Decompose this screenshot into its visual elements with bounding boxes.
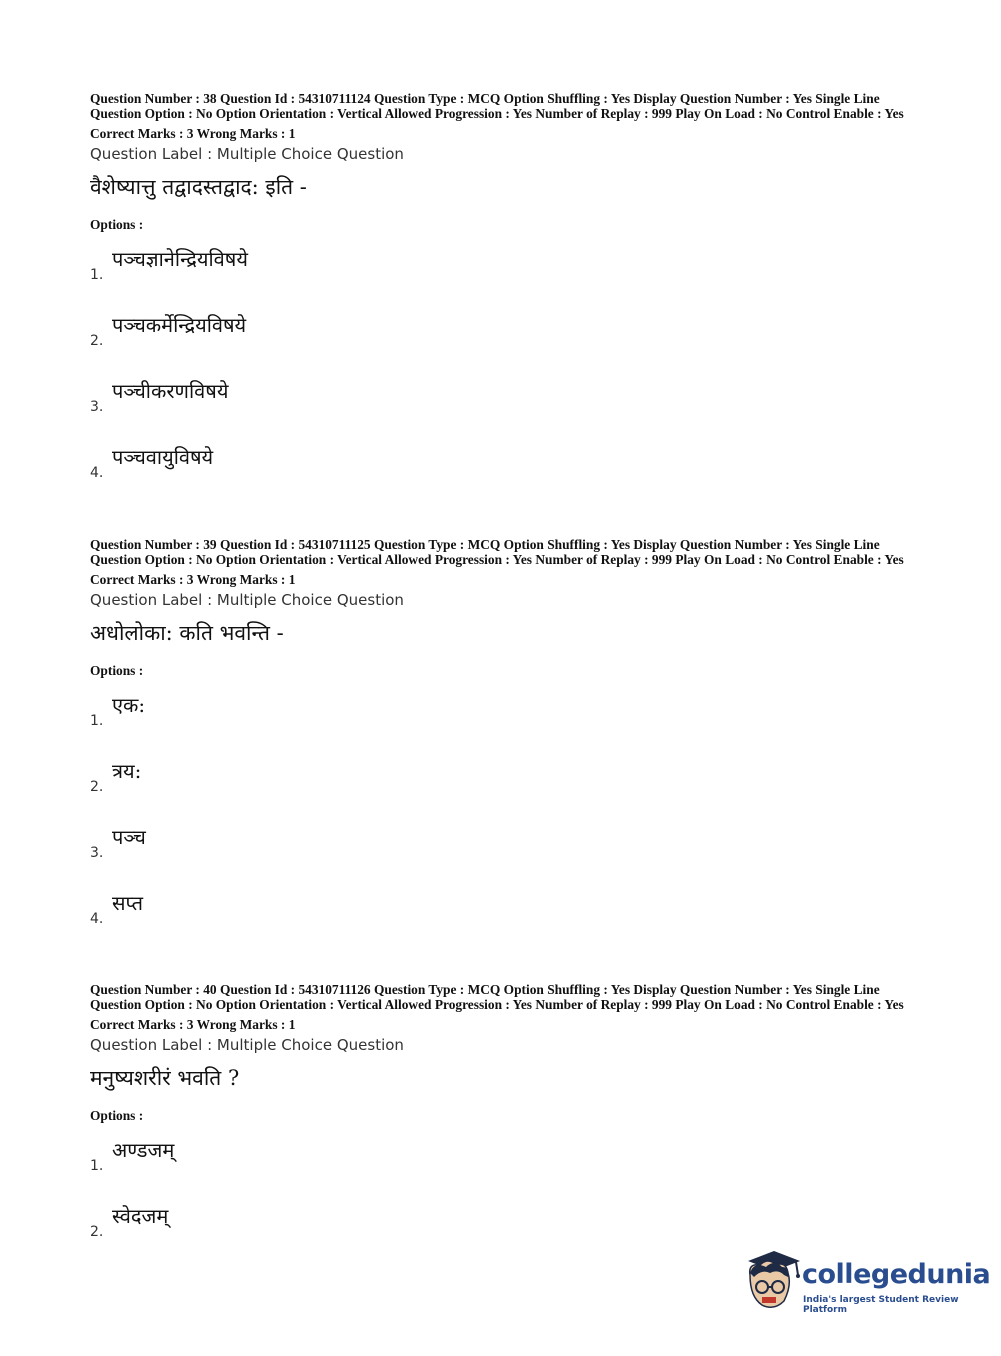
option-number: 4.	[90, 911, 104, 928]
question-label: Question Label : Multiple Choice Question	[90, 1036, 404, 1055]
option-number: 2.	[90, 779, 104, 796]
question-label: Question Label : Multiple Choice Question	[90, 591, 404, 610]
mascot-icon	[740, 1245, 802, 1315]
question-meta: Question Number : 38 Question Id : 54310711124 Question Type : MCQ Option Shuffling : Yes Display Question Number : Yes Single Line Question Option : No Option Orientation : Vertical Allowed Progression : Yes Number of Replay : 999 Play On Load : No Control Enable : Yes	[90, 91, 904, 121]
option-number: 2.	[90, 1224, 104, 1241]
option-number: 1.	[90, 1158, 104, 1175]
question-block-38	[90, 92, 930, 509]
option-text: पञ्चकर्मेन्द्रियविषये	[112, 313, 247, 338]
option-4	[90, 443, 930, 509]
option-text: अण्डजम्	[112, 1138, 175, 1163]
question-text: मनुष्यशरीरं भवति ?	[90, 1066, 240, 1091]
question-text: अधोलोका: कति भवन्ति -	[90, 621, 284, 646]
option-3	[90, 377, 930, 443]
option-text: स्वेदजम्	[112, 1204, 169, 1229]
option-1	[90, 691, 930, 757]
option-number: 3.	[90, 845, 104, 862]
question-block-39	[90, 538, 930, 955]
question-label: Question Label : Multiple Choice Question	[90, 145, 404, 164]
logo-wordmark: collegedunia	[802, 1259, 991, 1290]
option-2	[90, 311, 930, 377]
question-marks: Correct Marks : 3 Wrong Marks : 1	[90, 572, 296, 588]
option-number: 3.	[90, 399, 104, 416]
option-text: त्रय:	[112, 759, 142, 784]
option-4	[90, 889, 930, 955]
collegedunia-logo	[740, 1245, 991, 1315]
option-text: पञ्चीकरणविषये	[112, 379, 229, 404]
option-text: पञ्चवायुविषये	[112, 445, 214, 470]
question-text: वैशेष्यात्तु तद्वादस्तद्वाद: इति -	[90, 175, 307, 200]
logo-tagline: India's largest Student Review Platform	[803, 1295, 959, 1315]
options-heading: Options :	[90, 663, 144, 679]
option-number: 4.	[90, 465, 104, 482]
options-heading: Options :	[90, 1108, 144, 1124]
question-marks: Correct Marks : 3 Wrong Marks : 1	[90, 1017, 296, 1033]
option-3	[90, 823, 930, 889]
option-number: 2.	[90, 333, 104, 350]
question-marks: Correct Marks : 3 Wrong Marks : 1	[90, 126, 296, 142]
question-block-40	[90, 983, 930, 1268]
options-heading: Options :	[90, 217, 144, 233]
option-2	[90, 757, 930, 823]
question-meta: Question Number : 39 Question Id : 54310711125 Question Type : MCQ Option Shuffling : Yes Display Question Number : Yes Single Line Question Option : No Option Orientation : Vertical Allowed Progression : Yes Number of Replay : 999 Play On Load : No Control Enable : Yes	[90, 537, 904, 567]
option-1	[90, 1136, 930, 1202]
option-text: एक:	[112, 693, 146, 718]
option-text: पञ्च	[112, 825, 146, 850]
option-number: 1.	[90, 267, 104, 284]
option-text: पञ्चज्ञानेन्द्रियविषये	[112, 247, 248, 272]
question-meta: Question Number : 40 Question Id : 54310711126 Question Type : MCQ Option Shuffling : Yes Display Question Number : Yes Single Line Question Option : No Option Orientation : Vertical Allowed Progression : Yes Number of Replay : 999 Play On Load : No Control Enable : Yes	[90, 982, 904, 1012]
option-text: सप्त	[112, 891, 144, 916]
option-1	[90, 245, 930, 311]
option-number: 1.	[90, 713, 104, 730]
